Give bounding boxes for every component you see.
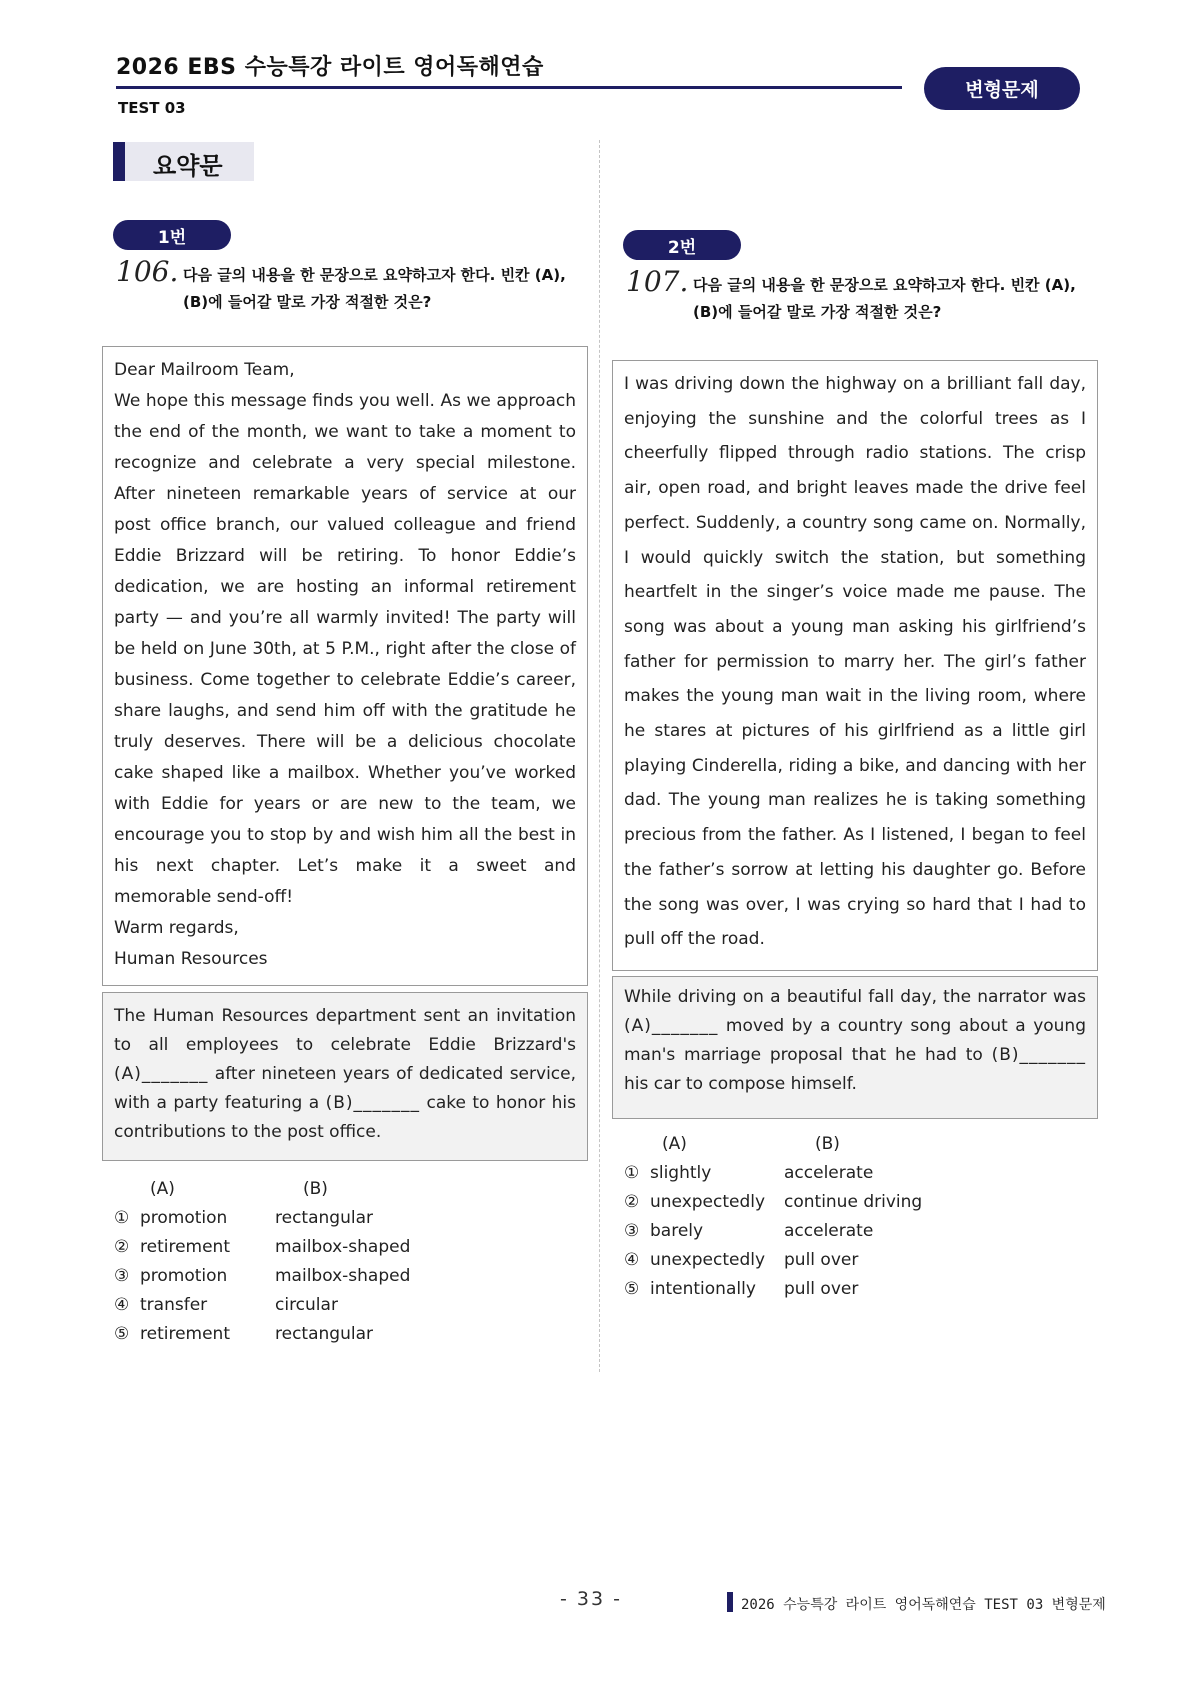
question-1-passage bbox=[114, 355, 576, 975]
passage-closing: Warm regards, bbox=[114, 918, 239, 938]
question-2-tag: 2번 bbox=[623, 230, 741, 260]
option-a: intentionally bbox=[650, 1278, 756, 1299]
summary-blank-a: (A)_______ bbox=[114, 1064, 209, 1084]
option-number: ② bbox=[114, 1236, 130, 1257]
question-2-options bbox=[624, 1129, 1044, 1303]
question-2-prompt-line1: 다음 글의 내용을 한 문장으로 요약하고자 한다. 빈칸 (A), bbox=[693, 276, 1076, 294]
options-col-a-header: (A) bbox=[150, 1178, 175, 1199]
section-heading: 요약문 bbox=[153, 152, 223, 180]
question-2-passage-box bbox=[612, 360, 1098, 971]
option-5[interactable] bbox=[624, 1274, 1044, 1303]
option-number: ④ bbox=[624, 1249, 640, 1270]
option-b: rectangular bbox=[275, 1323, 373, 1344]
options-col-b-header: (B) bbox=[303, 1178, 328, 1199]
option-number: ④ bbox=[114, 1294, 130, 1315]
option-number: ⑤ bbox=[624, 1278, 640, 1299]
option-a: transfer bbox=[140, 1294, 208, 1315]
option-1[interactable] bbox=[624, 1158, 1044, 1187]
summary-blank-b: (B)_______ bbox=[991, 1045, 1086, 1065]
option-3[interactable] bbox=[114, 1261, 514, 1290]
option-b: circular bbox=[275, 1294, 338, 1315]
option-number: ③ bbox=[114, 1265, 130, 1286]
question-1-tag: 1번 bbox=[113, 220, 231, 250]
question-2-prompt-line2: (B)에 들어갈 말로 가장 적절한 것은? bbox=[693, 303, 942, 321]
option-2[interactable] bbox=[114, 1232, 514, 1261]
option-5[interactable] bbox=[114, 1319, 514, 1348]
option-number: ① bbox=[114, 1207, 130, 1228]
question-1-summary-box bbox=[102, 992, 588, 1161]
test-label: TEST 03 bbox=[118, 99, 186, 117]
footer-bar bbox=[727, 1592, 733, 1612]
question-2-prompt bbox=[693, 272, 1093, 326]
option-a: promotion bbox=[140, 1207, 228, 1228]
option-number: ③ bbox=[624, 1220, 640, 1241]
footer-title: 2026 수능특강 라이트 영어독해연습 TEST 03 변형문제 bbox=[741, 1597, 1106, 1613]
section-heading-bar bbox=[113, 142, 125, 181]
option-a: retirement bbox=[140, 1323, 230, 1344]
question-1-prompt-line2: (B)에 들어갈 말로 가장 적절한 것은? bbox=[183, 293, 432, 311]
option-b: accelerate bbox=[784, 1162, 874, 1183]
option-b: continue driving bbox=[784, 1191, 923, 1212]
summary-blank-a: (A)_______ bbox=[624, 1016, 719, 1036]
option-a: promotion bbox=[140, 1265, 228, 1286]
option-b: rectangular bbox=[275, 1207, 373, 1228]
options-col-a-header: (A) bbox=[662, 1133, 687, 1154]
page-header-title: 2026 EBS 수능특강 라이트 영어독해연습 bbox=[116, 55, 544, 80]
option-2[interactable] bbox=[624, 1187, 1044, 1216]
option-b: accelerate bbox=[784, 1220, 874, 1241]
question-2-number: 107. bbox=[626, 265, 689, 298]
question-2-summary-box bbox=[612, 976, 1098, 1119]
question-2-passage: I was driving down the highway on a brilliant fall day, enjoying the sunshine and the colorful trees as I cheerfully flipped through radio stations. The crisp air, open road, and bright leaves made the drive feel perfect. Suddenly, a country song came on. Normally, I would quickly switch the station, but something heartfelt in the singer’s voice made me pause. The song was about a young man asking his girlfriend’s father for permission to marry her. The girl’s father makes the young man wait in the living room, where he stares at pictures of his girlfriend as a little girl playing Cinderella, riding a bike, and dancing with her dad. The young man realizes he is taking something precious from the father. As I listened, I began to feel the father’s sorrow at letting his daughter go. Before the song was over, I was crying so hard that I had to pull off the road. bbox=[624, 374, 1086, 950]
option-1[interactable] bbox=[114, 1203, 514, 1232]
options-col-b-header: (B) bbox=[815, 1133, 840, 1154]
option-b: mailbox-shaped bbox=[275, 1265, 411, 1286]
option-3[interactable] bbox=[624, 1216, 1044, 1245]
question-1-prompt-line1: 다음 글의 내용을 한 문장으로 요약하고자 한다. 빈칸 (A), bbox=[183, 266, 566, 284]
summary-text-3: his car to compose himself. bbox=[624, 1074, 857, 1094]
variant-badge: 변형문제 bbox=[924, 67, 1080, 110]
question-1-number: 106. bbox=[116, 255, 179, 288]
option-b: pull over bbox=[784, 1278, 859, 1299]
summary-text-3: cake to honor his contributions to the post office. bbox=[114, 1093, 576, 1142]
question-2-summary bbox=[624, 983, 1086, 1099]
option-b: pull over bbox=[784, 1249, 859, 1270]
passage-body: We hope this message finds you well. As we approach the end of the month, we want to take a moment to recognize and celebrate a very special milestone. After nineteen remarkable years of service at our post office branch, our valued colleague and friend Eddie Brizzard will be retiring. To honor Eddie’s dedication, we are hosting an informal retirement party — and you’re all warmly invited! The party will be held on June 30th, at 5 P.M., right after the close of business. Come together to celebrate Eddie’s career, share laughs, and send him off with the gratitude he truly deserves. There will be a delicious chocolate cake shaped like a mailbox. Whether you’ve worked with Eddie for years or are new to the team, we encourage you to stop by and wish him all the best in his next chapter. Let’s make it a sweet and memorable send-off! bbox=[114, 391, 576, 907]
summary-text-1: The Human Resources department sent an invitation to all employees to celebrate Eddie Brizzard's bbox=[114, 1006, 576, 1055]
option-a: barely bbox=[650, 1220, 704, 1241]
option-a: unexpectedly bbox=[650, 1191, 766, 1212]
option-a: unexpectedly bbox=[650, 1249, 766, 1270]
column-divider bbox=[599, 140, 600, 1372]
passage-signature: Human Resources bbox=[114, 949, 268, 969]
page-number: - 33 - bbox=[560, 1588, 622, 1610]
passage-salutation: Dear Mailroom Team, bbox=[114, 360, 295, 380]
option-a: retirement bbox=[140, 1236, 230, 1257]
option-4[interactable] bbox=[624, 1245, 1044, 1274]
question-1-prompt bbox=[183, 262, 583, 316]
summary-blank-b: (B)_______ bbox=[325, 1093, 421, 1113]
summary-text-1: While driving on a beautiful fall day, the narrator was bbox=[624, 987, 1086, 1007]
summary-text-2: moved by a country song about a young man's marriage proposal that he had to bbox=[624, 1016, 1086, 1065]
question-1-summary bbox=[114, 1002, 576, 1147]
option-number: ⑤ bbox=[114, 1323, 130, 1344]
option-b: mailbox-shaped bbox=[275, 1236, 411, 1257]
question-1-options bbox=[114, 1174, 514, 1348]
option-number: ① bbox=[624, 1162, 640, 1183]
question-1-passage-box bbox=[102, 346, 588, 986]
summary-text-2: after nineteen years of dedicated service, with a party featuring a bbox=[114, 1064, 576, 1113]
option-4[interactable] bbox=[114, 1290, 514, 1319]
option-number: ② bbox=[624, 1191, 640, 1212]
option-a: slightly bbox=[650, 1162, 712, 1183]
header-rule bbox=[116, 86, 902, 89]
